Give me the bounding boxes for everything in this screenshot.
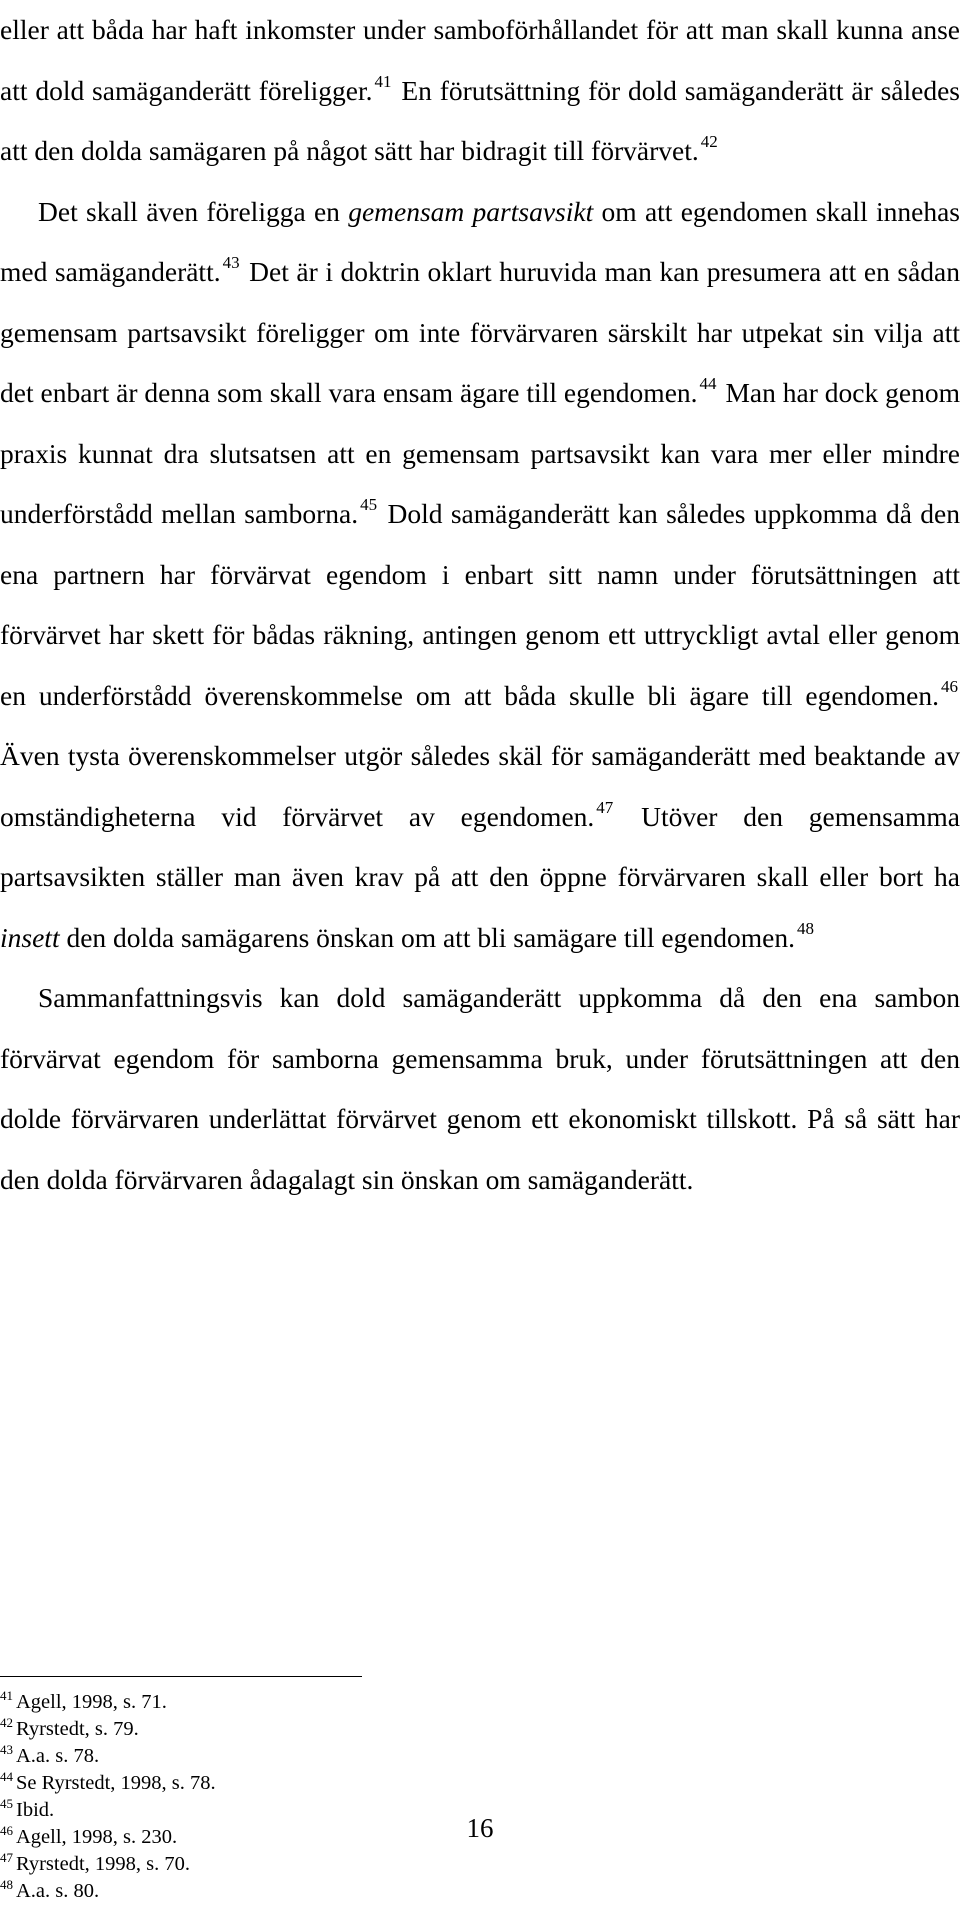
- text-run: Man har dock genom praxis kunnat dra slutsatsen att en gemensam partsavsikt kan vara mer eller mindre underförstådd mellan samborna.: [0, 377, 960, 529]
- footnote: [0, 1743, 900, 1770]
- footnote-number: 48: [0, 1877, 13, 1892]
- footnote-ref: 42: [700, 132, 718, 151]
- footnote-text: A.a. s. 78.: [16, 1745, 100, 1767]
- footnote: [0, 1770, 900, 1797]
- footnote-text: Ibid.: [16, 1799, 55, 1821]
- text-run: Sammanfattningsvis kan dold samäganderätt uppkomma då den ena sambon förvärvat egendom för samborna gemensamma bruk, under förutsättningen att den dolde förvärvaren underlättat förvärvet genom ett ekonomiskt tillskott. På så sätt har den dolda förvärvaren ådagalagt sin önskan om samäganderätt.: [0, 982, 960, 1195]
- italic-text: insett: [0, 921, 60, 953]
- footnote-number: 41: [0, 1688, 13, 1703]
- text-run: den dolda samägarens önskan om att bli samägare till egendomen.: [59, 921, 796, 953]
- footnote-number: 44: [0, 1769, 13, 1784]
- footnote-number: 43: [0, 1742, 13, 1757]
- paragraph: [0, 182, 960, 969]
- footnote-number: 46: [0, 1823, 13, 1838]
- footnote-ref: 43: [222, 253, 240, 272]
- footnote-ref: 46: [941, 676, 958, 696]
- footnote-ref: 47: [596, 797, 614, 817]
- footnote-text: Se Ryrstedt, 1998, s. 78.: [16, 1772, 216, 1794]
- footnote: [0, 1851, 900, 1878]
- footnote-ref: 48: [797, 918, 815, 938]
- paragraph: [0, 0, 960, 182]
- footnote-text: Agell, 1998, s. 71.: [16, 1691, 167, 1713]
- footnote-ref: 41: [374, 71, 392, 91]
- footnote: [0, 1878, 900, 1905]
- footnote-ref: 44: [699, 374, 717, 393]
- page-number: 16: [466, 1813, 494, 1843]
- footnote-number: 47: [0, 1850, 13, 1865]
- paragraph: [0, 968, 960, 1210]
- text-run: Det skall även föreligga en: [38, 195, 349, 227]
- footnote-ref: 45: [360, 495, 378, 514]
- footnotes: [0, 1689, 900, 1905]
- text-run: eller att båda har haft inkomster under samboförhållandet för att man skall kunna anse att dold samäganderätt föreligger.: [0, 14, 960, 106]
- text-run: Även tysta överenskommelser utgör således skäl för samäganderätt med beaktande av omständigheterna vid förvärvet av egendomen.: [0, 740, 960, 832]
- italic-text: gemensam partsavsikt: [348, 195, 594, 227]
- footnote-number: 42: [0, 1715, 13, 1730]
- footnote: [0, 1689, 900, 1716]
- text-run: Utöver den gemensamma partsavsikten ställer man även krav på att den öppne förvärvaren skall eller bort ha: [0, 800, 960, 892]
- text-run: Dold samäganderätt kan således uppkomma då den ena partnern har förvärvat egendom i enbart sitt namn under förutsättningen att förvärvet har skett för bådas räkning, antingen genom ett uttryckligt avtal eller genom en underförstådd överenskommelse om att båda skulle bli ägare till egendomen.: [0, 498, 960, 711]
- footnote: [0, 1716, 900, 1743]
- footnote-text: Ryrstedt, s. 79.: [16, 1718, 139, 1740]
- text-run: En förutsättning för dold samäganderätt är således att den dolda samägaren på något sätt har bidragit till förvärvet.: [0, 74, 960, 166]
- footnote-text: Ryrstedt, 1998, s. 70.: [16, 1853, 190, 1875]
- text-run: om att egendomen skall innehas med samäganderätt.: [0, 195, 960, 287]
- footnote-text: Agell, 1998, s. 230.: [16, 1826, 178, 1848]
- text-run: Det är i doktrin oklart huruvida man kan presumera att en sådan gemensam partsavsikt föreligger om inte förvärvaren särskilt har utpekat sin vilja att det enbart är denna som skall vara ensam ägare till egendomen.: [0, 256, 960, 408]
- footnote-text: A.a. s. 80.: [16, 1880, 100, 1902]
- footnote-separator: [0, 1676, 362, 1677]
- footnote-number: 45: [0, 1796, 13, 1811]
